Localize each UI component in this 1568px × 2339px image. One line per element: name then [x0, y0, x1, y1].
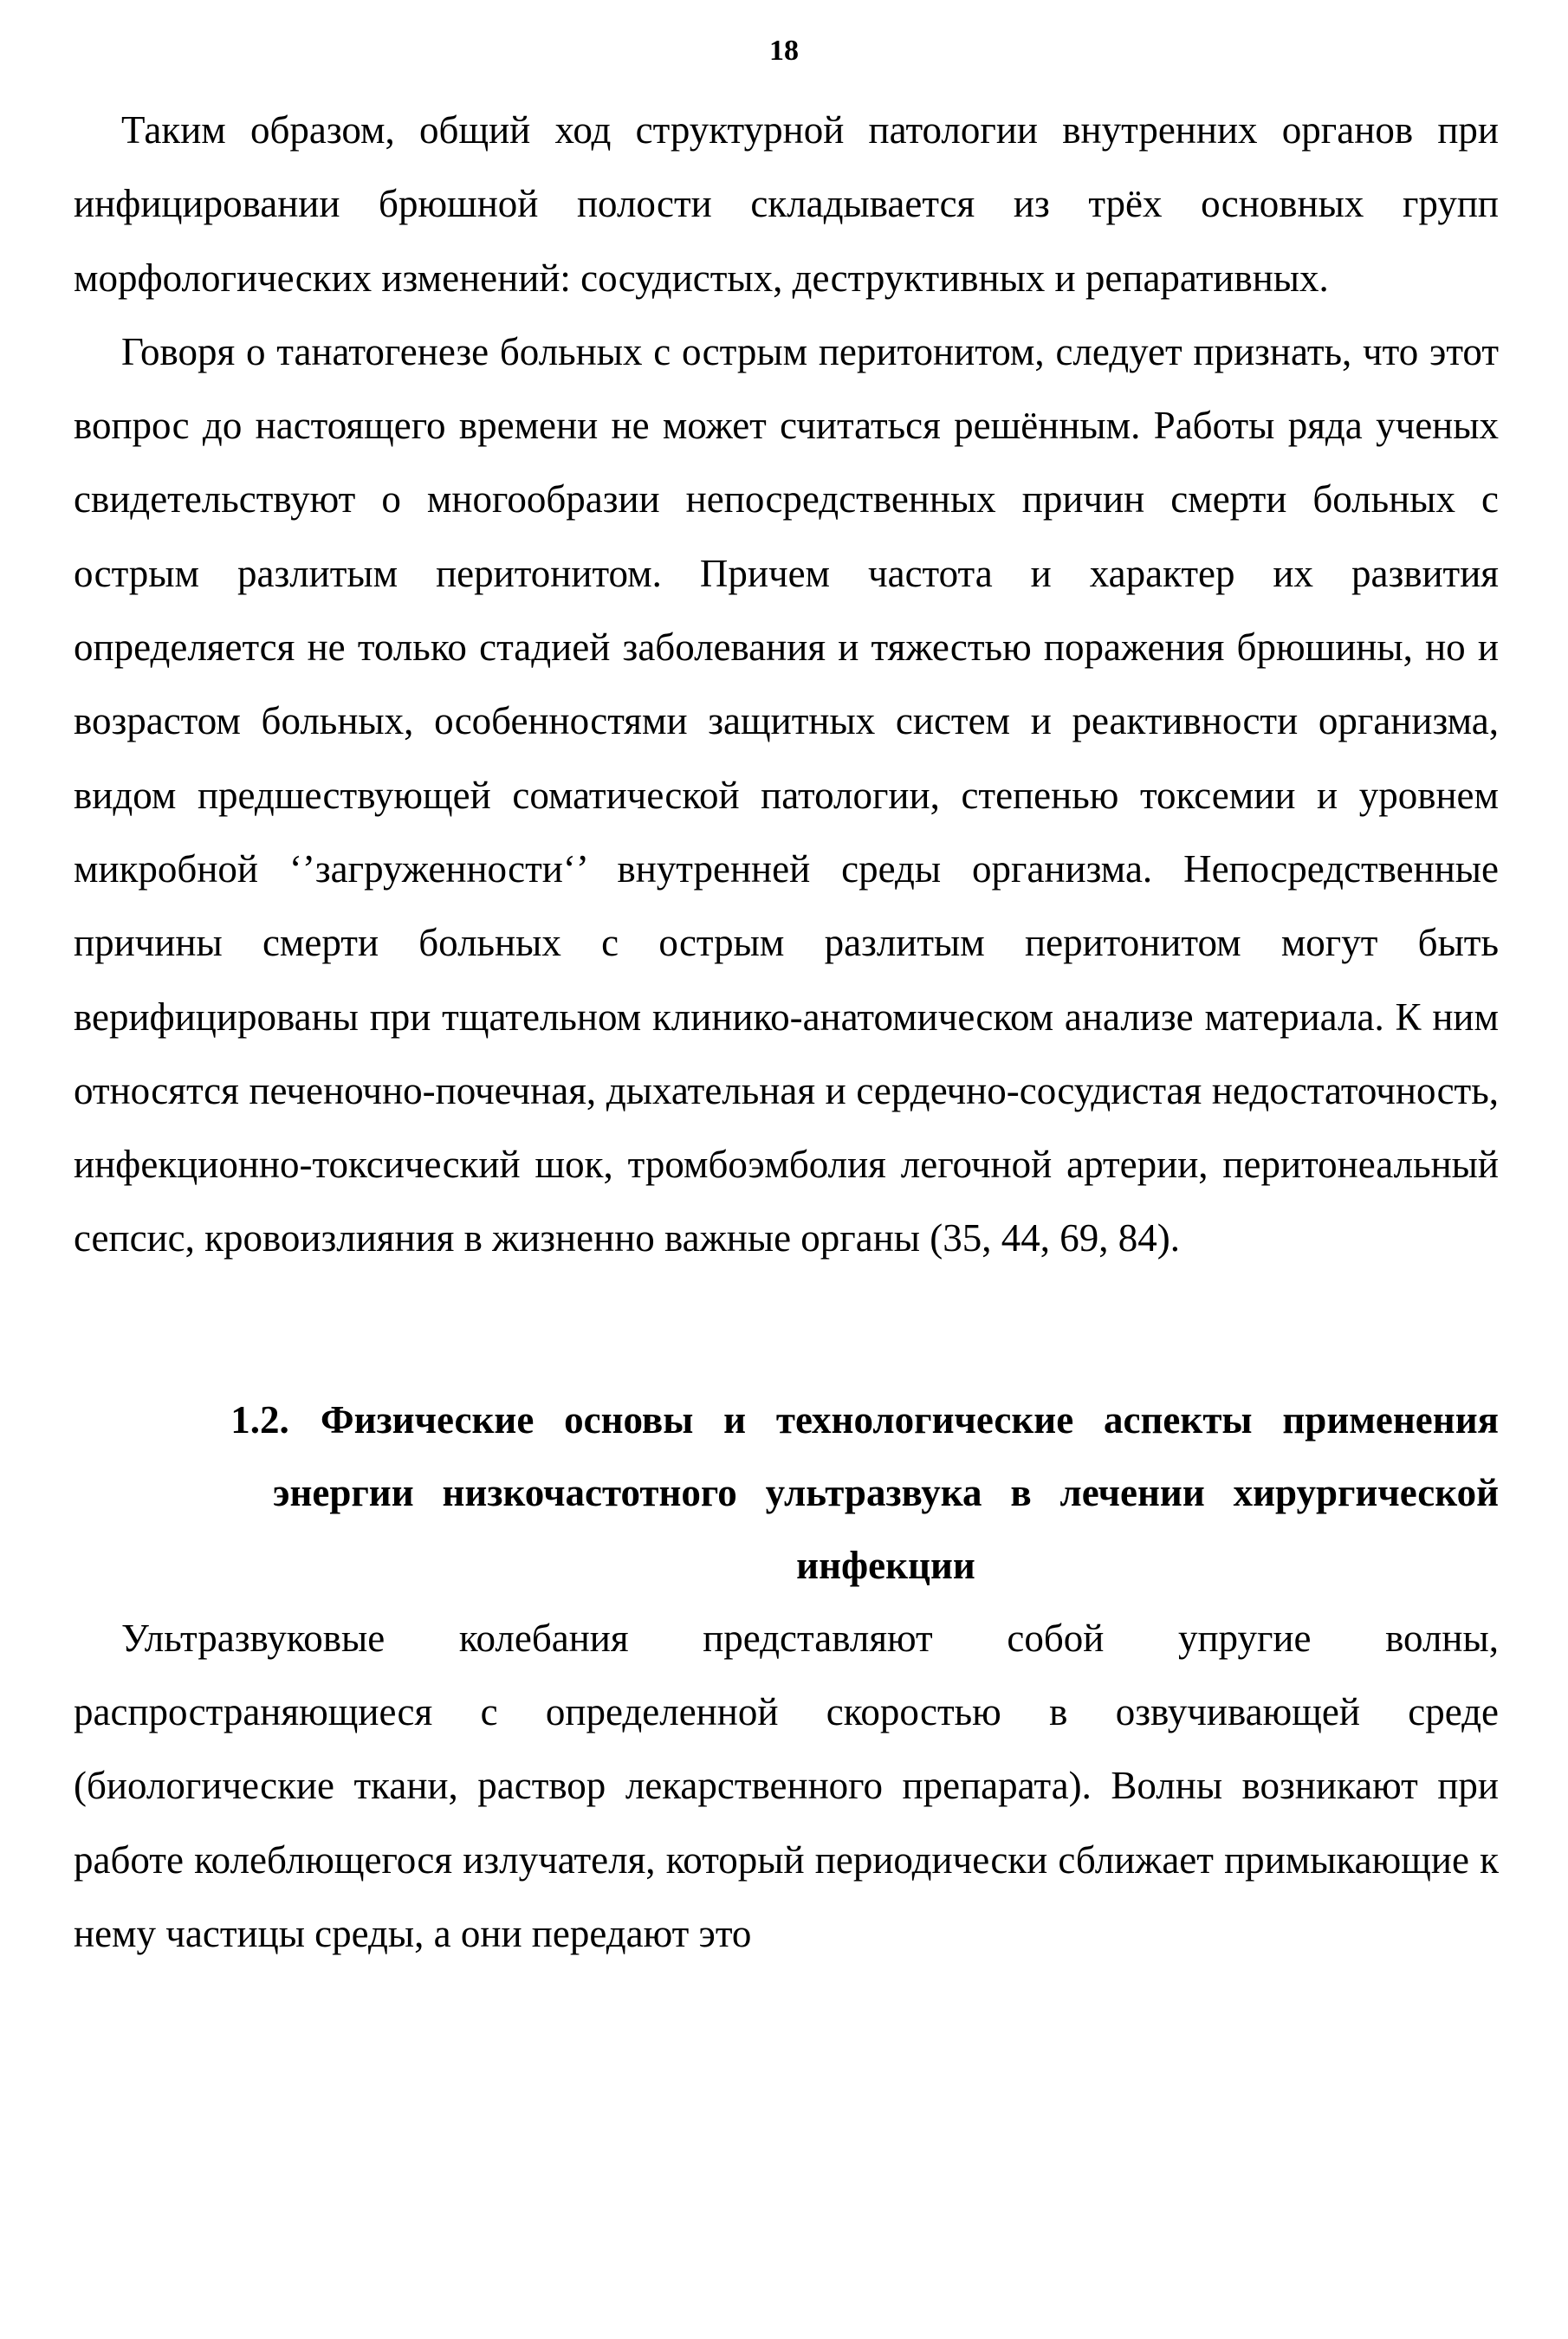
section-title: Физические основы и технологические аспекты применения энергии низкочастотного ультразвука в лечении хирургической инфекции: [273, 1397, 1499, 1587]
section-heading: [74, 1383, 1499, 1602]
paragraph-morphology-summary: Таким образом, общий ход структурной патологии внутренних органов при инфицировании брюшной полости складывается из трёх основных групп морфологических изменений: сосудистых, деструктивных и репаративных.: [74, 108, 1499, 300]
paragraph-ultrasound-waves: Ультразвуковые колебания представляют собой упругие волны, распространяющиеся с определенной скоростью в озвучивающей среде (биологические ткани, раствор лекарственного препарата). Волны возникают при работе колеблющегося излучателя, который периодически сближает примыкающие к нему частицы среды, а они передают это: [74, 1616, 1499, 1955]
document-body: [74, 94, 1499, 1971]
paragraph-thanatogenesis: Говоря о танатогенезе больных с острым перитонитом, следует признать, что этот вопрос до настоящего времени не может считаться решённым. Работы ряда ученых свидетельствуют о многообразии непосредственных причин смерти больных с острым разлитым перитонитом. Причем частота и характер их развития определяется не только стадией заболевания и тяжестью поражения брюшины, но и возрастом больных, особенностями защитных систем и реактивности организма, видом предшествующей соматической патологии, степенью токсемии и уровнем микробной ‘’загруженности‘’ внутренней среды организма. Непосредственные причины смерти больных с острым разлитым перитонитом могут быть верифицированы при тщательном клинико-анатомическом анализе материала. К ним относятся печеночно-почечная, дыхательная и сердечно-сосудистая недостаточность, инфекционно-токсический шок, тромбоэмболия легочной артерии, перитонеальный сепсис, кровоизлияния в жизненно важные органы (35, 44, 69, 84).: [74, 329, 1499, 1260]
page-number: 18: [769, 35, 799, 67]
section-number: 1.2.: [230, 1397, 289, 1442]
